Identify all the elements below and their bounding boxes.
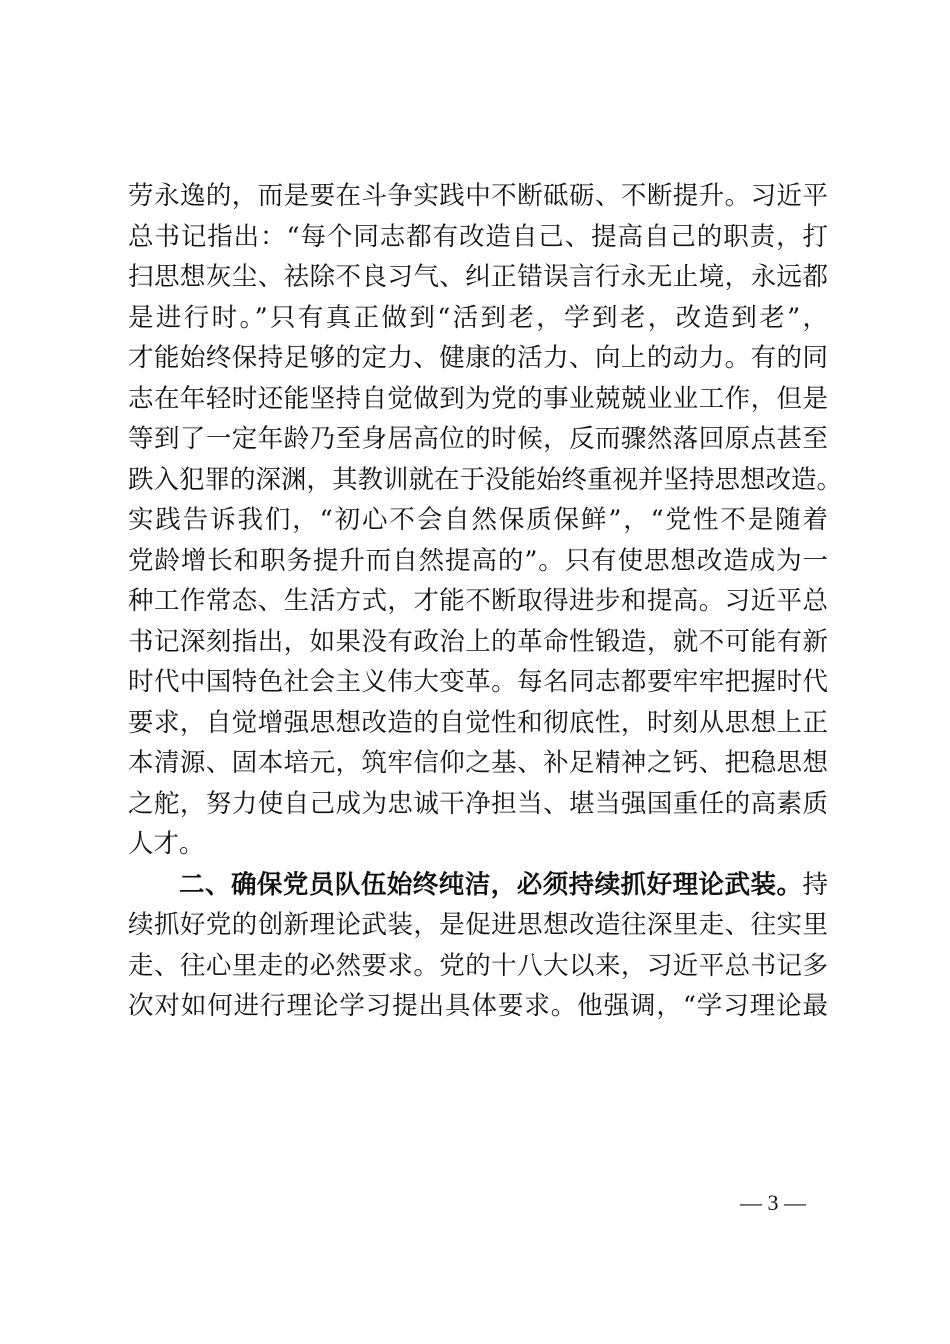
text-line: 续抓好党的创新理论武装，是促进思想改造往深里走、往实里: [128, 910, 828, 940]
section-heading: 二、确保党员队伍始终纯洁，必须持续抓好理论武装。: [179, 869, 803, 900]
text-line: 等到了一定年龄乃至身居高位的时候，反而骤然落回原点甚至: [128, 424, 828, 454]
text-line: 书记深刻指出，如果没有政治上的革命性锻造，就不可能有新: [128, 626, 828, 657]
text-line: 是进行时。”只有真正做到“活到老，学到老，改造到老”，: [128, 302, 828, 333]
text-line: 才能始终保持足够的定力、健康的活力、向上的动力。有的同: [128, 343, 828, 373]
text-line: 种工作常态、生活方式，才能不断取得进步和提高。习近平总: [128, 586, 828, 616]
heading-tail-text: 持: [802, 869, 828, 900]
text-line: 次对如何进行理论学习提出具体要求。他强调，“学习理论最: [128, 991, 828, 1021]
text-line: 之舵，努力使自己成为忠诚干净担当、堪当强国重任的高素质: [128, 788, 828, 819]
text-line: 劳永逸的，而是要在斗争实践中不断砥砺、不断提升。习近平: [128, 181, 828, 211]
text-line: 实践告诉我们，“初心不会自然保质保鲜”，“党性不是随着: [128, 505, 828, 535]
text-line: 本清源、固本培元，筑牢信仰之基、补足精神之钙、把稳思想: [128, 748, 828, 778]
text-line: 时代中国特色社会主义伟大变革。每名同志都要牢牢把握时代: [128, 667, 828, 697]
text-line: 跌入犯罪的深渊，其教训就在于没能始终重视并坚持思想改造。: [128, 464, 843, 495]
text-line: 党龄增长和职务提升而自然提高的”。只有使思想改造成为一: [128, 545, 828, 576]
text-line: 人才。: [128, 829, 205, 859]
text-line: 志在年轻时还能坚持自觉做到为党的事业兢兢业业工作，但是: [128, 383, 828, 414]
page-number: — 3 —: [740, 1190, 806, 1215]
text-line: 走、往心里走的必然要求。党的十八大以来，习近平总书记多: [128, 950, 828, 981]
text-line: 要求，自觉增强思想改造的自觉性和彻底性，时刻从思想上正: [128, 707, 828, 738]
text-line: 扫思想灰尘、祛除不良习气、纠正错误言行永无止境，永远都: [128, 262, 828, 292]
text-line: 总书记指出：“每个同志都有改造自己、提高自己的职责，打: [128, 221, 828, 252]
section-heading-line: [128, 865, 828, 905]
